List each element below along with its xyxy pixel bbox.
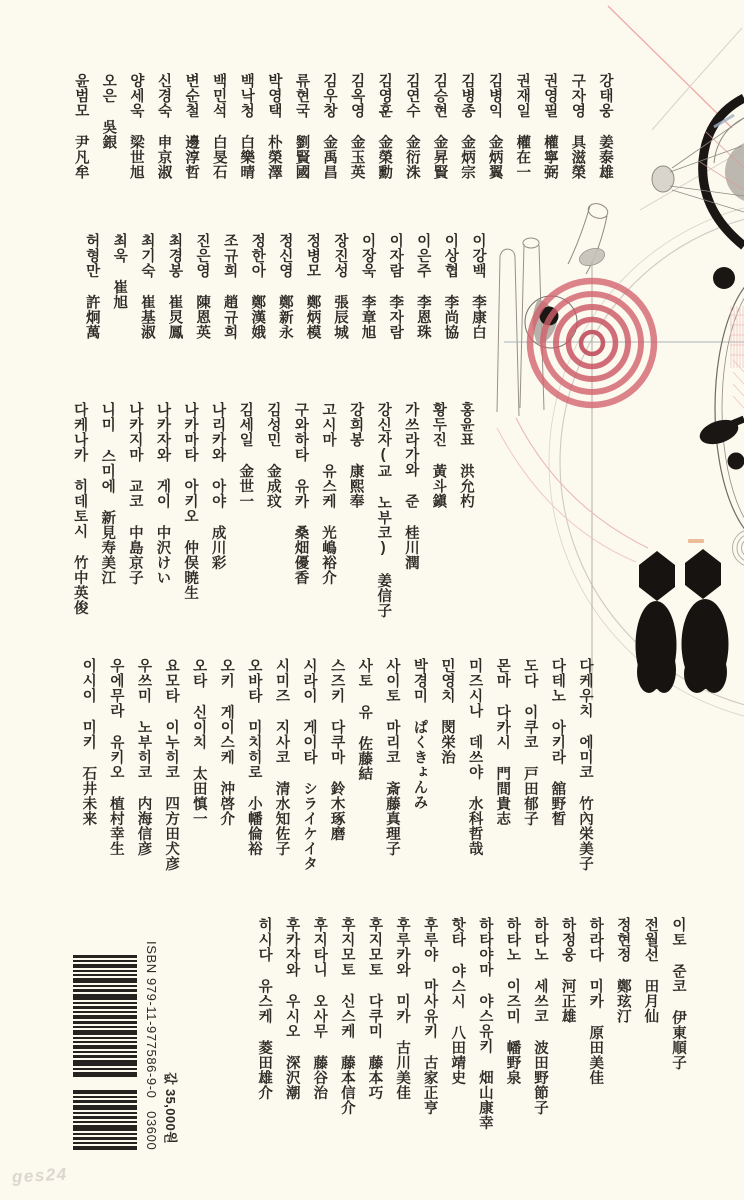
author-name-column: 윤범모 尹凡牟 (72, 73, 89, 180)
author-name-column: 하라다 미카 原田美佳 (587, 917, 604, 1085)
author-name-column: 나카마타 아키오 仲俣暁生 (182, 402, 199, 600)
author-name-column: 백민석 白旻石 (210, 73, 227, 180)
author-name-column: 김세일 金世一 (237, 402, 254, 509)
author-name-column: 몬마 다카시 門間貴志 (494, 658, 511, 826)
author-name-column: 가쓰라가와 준 桂川潤 (402, 402, 419, 570)
author-name-column: 후지모토 다쿠미 藤本巧 (366, 917, 383, 1100)
author-name-column: 신경숙 申京淑 (155, 73, 172, 180)
black-dot (540, 307, 559, 326)
author-name-column: 히시다 유스케 菱田雄介 (256, 917, 273, 1100)
author-name-column: 이자람 李자람 (387, 233, 404, 340)
isbn-number: ISBN 979-11-977586-9-0 03600 (144, 941, 159, 1151)
author-name-column: 후루카와 미카 古川美佳 (394, 917, 411, 1100)
author-name-column: 권재일 權在一 (514, 73, 531, 180)
faint-construction-circle (549, 199, 744, 725)
author-name-column: 구와하타 유카 桑畑優香 (292, 402, 309, 585)
price-label: 값 35,000원 (163, 1072, 178, 1145)
author-name-column: 후루야 마사유키 古家正亨 (421, 917, 438, 1115)
author-name-column: 오바타 미치히로 小幡倫裕 (245, 658, 262, 856)
author-name-group-5 (250, 917, 692, 1130)
author-name-column: 이토 준코 伊東順子 (670, 917, 686, 1070)
blue-tick (714, 115, 734, 127)
black-dot (713, 267, 735, 289)
author-name-column: 오타 신이치 太田慎一 (190, 658, 207, 826)
author-name-column: 이강백 李康白 (470, 233, 486, 340)
gray-blob (725, 141, 744, 203)
author-name-column: 후지타니 오사무 藤谷治 (311, 917, 328, 1100)
author-name-column: 하타노 이즈미 幡野泉 (504, 917, 521, 1085)
author-name-column: 양세욱 梁世旭 (127, 73, 144, 180)
author-name-column: 홍윤표 洪允杓 (458, 402, 474, 509)
cone-lines (670, 118, 744, 212)
author-name-column: 최경봉 崔炅鳳 (166, 233, 183, 340)
author-name-column: 사토 유 佐藤結 (356, 658, 373, 781)
author-name-column: 시미즈 지사코 清水知佐子 (273, 658, 290, 856)
author-name-column: 진은영 陳恩英 (194, 233, 211, 340)
author-name-column: 구자영 具滋榮 (569, 73, 586, 180)
ring-inner-line (714, 118, 744, 163)
author-name-column: 강신자(교 노부코) 姜信子 (375, 402, 392, 618)
author-name-column: 김영훈 金榮勳 (376, 73, 393, 180)
tall-loop-inner (722, 276, 744, 540)
author-name-column: 김병익 金炳翼 (486, 73, 503, 180)
author-name-column: 나리카와 아야 成川彩 (209, 402, 226, 570)
author-name-column: 김병종 金炳宗 (459, 73, 476, 180)
author-name-column: 이상협 李尚協 (442, 233, 459, 340)
author-name-column: 이시이 미키 石井未来 (80, 658, 97, 826)
red-target (530, 281, 654, 405)
author-name-column: 김성민 金成玟 (264, 402, 281, 509)
red-sketch-lines (700, 132, 744, 190)
author-name-column: 강태웅 姜泰雄 (597, 73, 613, 180)
author-name-column: 핫타 야스시 八田靖史 (449, 917, 466, 1085)
author-name-column: 후지모토 신스케 藤本信介 (338, 917, 355, 1115)
tube-outline (497, 249, 519, 416)
author-name-column: 최기숙 崔基淑 (138, 233, 155, 340)
isbn-barcode (73, 955, 137, 1150)
author-name-column: 류현국 劉賢國 (293, 73, 310, 180)
author-name-column: 김승현 金昇賢 (431, 73, 448, 180)
author-name-column: 오키 게이스케 沖啓介 (218, 658, 235, 826)
author-name-column: 나카자와 게이 中沢けい (154, 402, 171, 585)
author-name-column: 스즈키 다쿠마 鈴木琢磨 (328, 658, 345, 841)
author-name-column: 니미 스미에 新見寿美江 (99, 402, 116, 585)
author-name-column: 정현정 鄭玹汀 (614, 917, 631, 1024)
author-name-column: 우쓰미 노부히코 内海信彦 (135, 658, 152, 856)
author-name-column: 시라이 게이타 シライケイタ (301, 658, 318, 871)
pink-diagonal-line (608, 6, 732, 128)
author-name-column: 우에무라 유키오 植村幸生 (107, 658, 124, 856)
author-name-column: 전월선 田月仙 (642, 917, 659, 1024)
black-dot (728, 453, 744, 470)
author-name-column: 김연수 金衍洙 (403, 73, 420, 180)
black-ring-arc (703, 98, 744, 246)
author-name-column: 권영필 權寧弼 (541, 73, 558, 180)
author-name-group-2 (77, 233, 491, 340)
faint-construction-circle (560, 210, 744, 714)
cone-tip-ellipse (652, 166, 674, 192)
author-name-column: 김우창 金禹昌 (321, 73, 338, 180)
author-name-group-4 (74, 658, 598, 871)
author-name-column: 이장욱 李章旭 (359, 233, 376, 340)
black-paddle-stick (722, 419, 744, 428)
author-name-column: 하타노 세쓰코 波田野節子 (532, 917, 549, 1115)
author-name-column: 장진성 張辰城 (332, 233, 349, 340)
author-name-column: 정병모 鄭炳模 (304, 233, 321, 340)
author-name-column: 다케우치 에미코 竹內栄美子 (577, 658, 593, 871)
sketch-circle (525, 296, 577, 348)
author-name-column: 이은주 李恩珠 (414, 233, 431, 340)
faint-red-arc (497, 428, 636, 562)
author-name-column: 조규희 趙규희 (221, 233, 238, 340)
author-name-group-3 (65, 402, 479, 618)
author-name-column: 미즈시나 데쓰야 水科哲哉 (466, 658, 483, 856)
author-name-column: 허형만 許炯萬 (83, 233, 100, 340)
author-name-column: 김옥영 金玉英 (348, 73, 365, 180)
author-name-column: 하타야마 야스유키 畑山康幸 (476, 917, 493, 1130)
author-name-column: 강희봉 康熙奉 (347, 402, 364, 509)
author-name-column: 후카자와 우시오 深沢潮 (283, 917, 300, 1100)
black-paddle (697, 415, 742, 448)
author-name-column: 다케나카 히데토시 竹中英俊 (71, 402, 88, 615)
author-name-column: 황두진 黃斗鎭 (430, 402, 447, 509)
faint-curve (652, 28, 742, 130)
author-name-column: 요모타 이누히코 四方田犬彦 (163, 658, 180, 871)
author-name-group-1 (66, 73, 618, 180)
author-name-column: 도다 이쿠코 戸田郁子 (521, 658, 538, 826)
pink-hatch (730, 306, 744, 408)
author-name-column: 나카지마 교코 中島京子 (126, 402, 143, 585)
gray-filled-ellipse (577, 245, 607, 268)
small-concentric-circles (733, 530, 744, 567)
tall-loop (715, 270, 744, 546)
small-tube-outline (568, 206, 607, 274)
tube-top-ellipse (523, 238, 539, 248)
author-name-column: 정한아 鄭漢娥 (249, 233, 266, 340)
author-name-column: 사이토 마리코 斎藤真理子 (383, 658, 400, 856)
author-name-column: 오은 吳銀 (100, 73, 117, 150)
author-name-column: 정신영 鄭新永 (276, 233, 293, 340)
author-name-column: 백낙청 白樂晴 (238, 73, 255, 180)
faint-red-arc (516, 418, 648, 548)
author-name-column: 하정웅 河正雄 (559, 917, 576, 1024)
ges24-watermark: ges24 (11, 1164, 69, 1187)
black-hexagon-blob-right (682, 549, 729, 693)
author-name-column: 박경미 ぱくきょんみ (411, 658, 428, 810)
black-hexagon-blob-left (636, 551, 677, 693)
author-name-column: 민영치 閔栄治 (439, 658, 456, 765)
faint-curve (640, 152, 740, 210)
author-name-column: 박영택 朴榮澤 (265, 73, 282, 180)
gray-crescent (533, 299, 558, 345)
author-name-column: 다테노 아키라 舘野晳 (549, 658, 566, 826)
author-name-column: 변순철 邊淳哲 (183, 73, 200, 180)
orange-mark (688, 539, 704, 543)
author-name-column: 최욱 崔旭 (111, 233, 128, 310)
small-tube-ellipse (586, 201, 609, 220)
author-name-column: 고시마 유스케 光嶋裕介 (320, 402, 337, 585)
tube-outline (520, 244, 544, 410)
